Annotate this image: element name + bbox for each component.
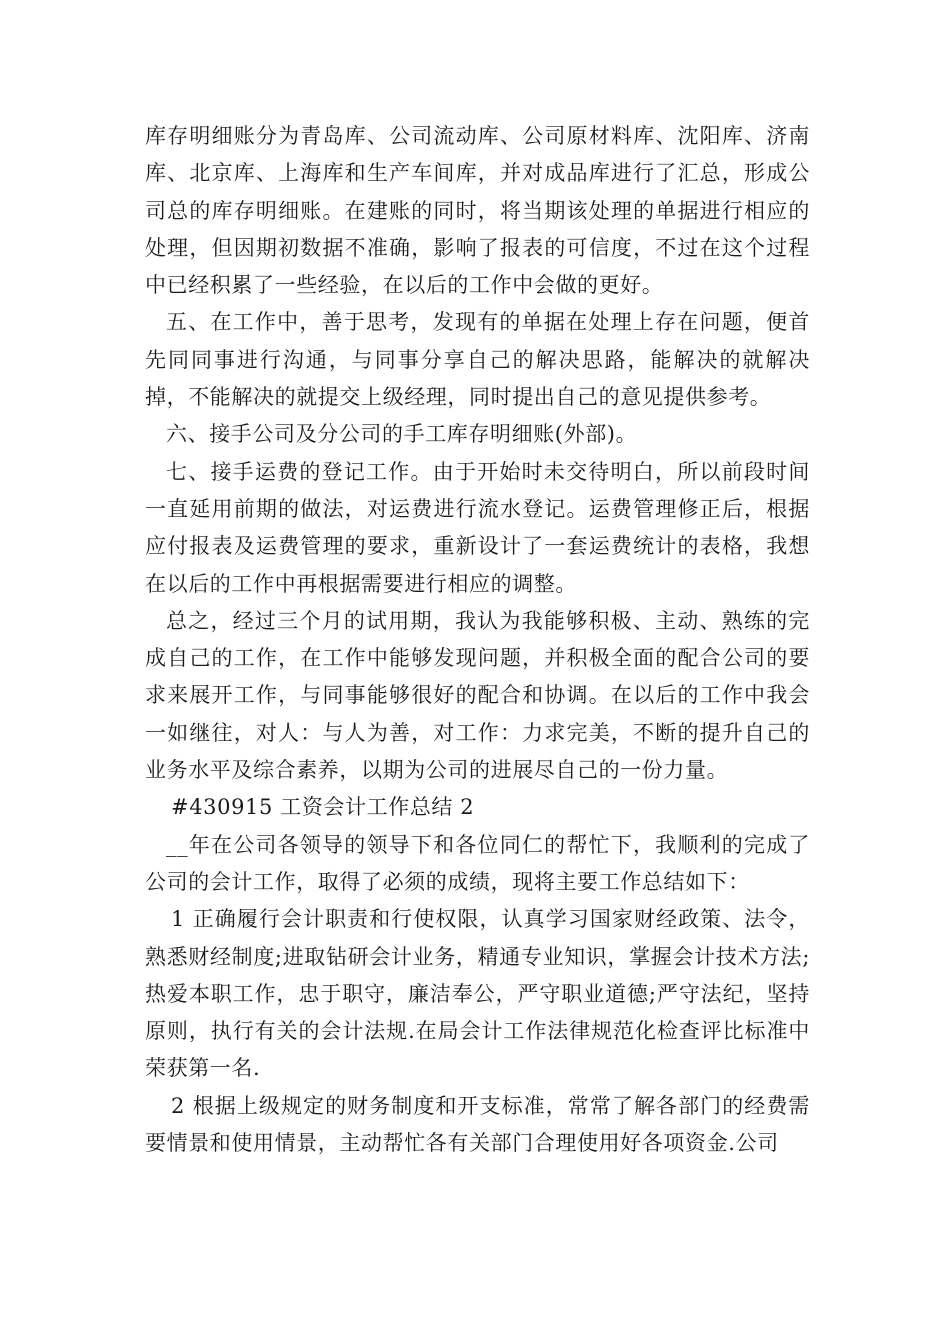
paragraph-item-five: 五、在工作中，善于思考，发现有的单据在处理上存在问题，便首先同同事进行沟通，与同事分享自己的解决思路，能解决的就解决掉，不能解决的就提交上级经理，同时提出自己的意见提供参考。: [145, 310, 810, 410]
paragraph-point-one: 1 正确履行会计职责和行使权限，认真学习国家财经政策、法令，熟悉财经制度;进取钻研会计业务，精通专业知识，掌握会计技术方法;热爱本职工作，忠于职守，廉洁奉公，严守职业道德;严守法纪，坚持原则，执行有关的会计法规.在局会计工作法律规范化检查评比标准中荣获第一名.: [145, 907, 810, 1081]
document-body: [145, 118, 810, 1162]
section-heading: #430915 工资会计工作总结 2: [171, 795, 475, 820]
paragraph-item-seven: 七、接手运费的登记工作。由于开始时未交待明白，所以前段时间一直延用前期的做法，对运费进行流水登记。运费管理修正后，根据应付报表及运费管理的要求，重新设计了一套运费统计的表格，我想在以后的工作中再根据需要进行相应的调整。: [145, 459, 810, 596]
paragraph-point-two: 2 根据上级规定的财务制度和开支标准，常常了解各部门的经费需要情景和使用情景，主动帮忙各有关部门合理使用好各项资金.公司: [145, 1093, 810, 1156]
paragraph-summary: 总之，经过三个月的试用期，我认为我能够积极、主动、熟练的完成自己的工作，在工作中能够发现问题，并积极全面的配合公司的要求来展开工作，与同事能够很好的配合和协调。在以后的工作中我会一如继往，对人：与人为善，对工作：力求完美，不断的提升自己的业务水平及综合素养，以期为公司的进展尽自己的一份力量。: [145, 608, 810, 783]
paragraph-inventory-ledger: 库存明细账分为青岛库、公司流动库、公司原材料库、沈阳库、济南库、北京库、上海库和生产车间库，并对成品库进行了汇总，形成公司总的库存明细账。在建账的同时，将当期该处理的单据进行相应的处理，但因期初数据不准确，影响了报表的可信度，不过在这个过程中已经积累了一些经验，在以后的工作中会做的更好。: [145, 124, 810, 298]
paragraph-item-six: 六、接手公司及分公司的手工库存明细账(外部)。: [166, 422, 638, 447]
paragraph-intro: __年在公司各领导的领导下和各位同仁的帮忙下，我顺利的完成了公司的会计工作，取得了必须的成绩，现将主要工作总结如下：: [145, 832, 810, 894]
